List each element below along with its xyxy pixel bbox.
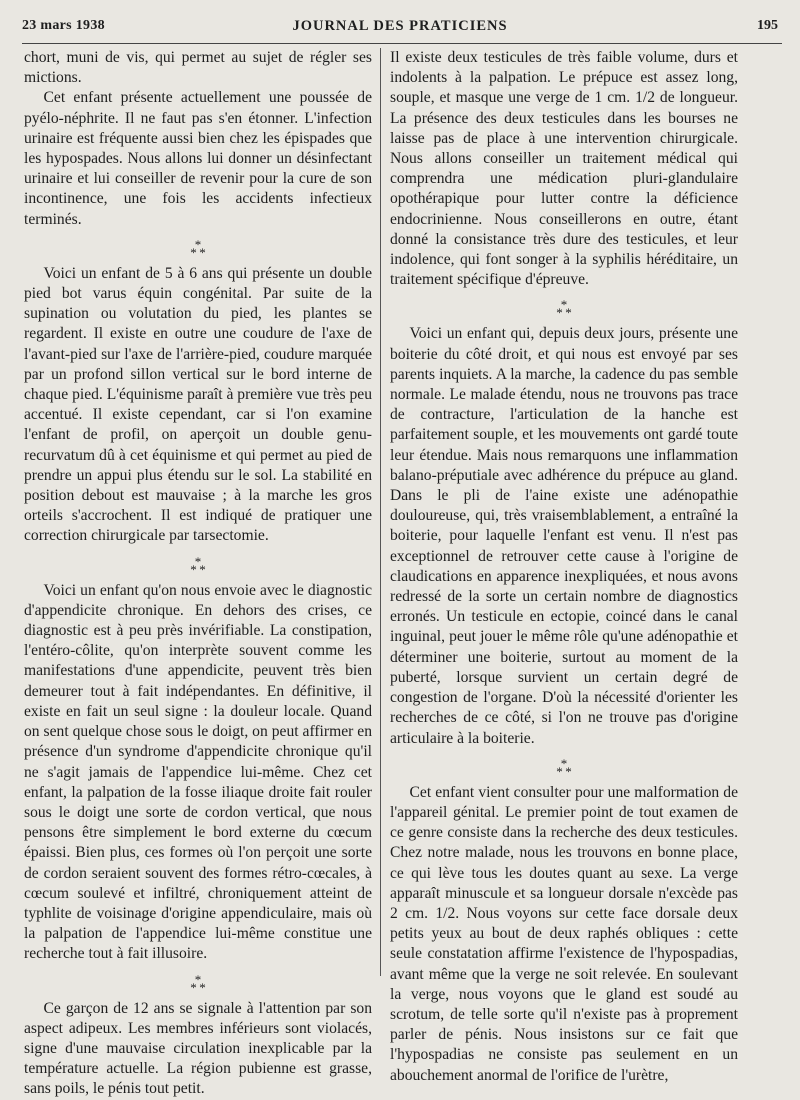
page-number: 195: [757, 18, 778, 33]
section-separator: [24, 547, 372, 581]
asterisk: *: [556, 305, 563, 321]
paragraph: Voici un enfant qu'on nous envoie avec le diagnostic d'appendicite chronique. En dehors des crises, ce diagnostic est à peu près invérifiable. La constipation, l'entéro-côlite, qu'on interprète souvent comme les manifestations d'une appendicite, peuvent très bien demeurer tout à fait indépendantes. En définitive, il existe en fait un seul signe : la douleur locale. Quand on sent quelque chose sous le doigt, on peut affirmer en présence d'un syndrome d'appendicite chronique qu'il ne s'agit jamais de l'appendice lui-même. Chez cet enfant, la palpation de la fosse iliaque droite fait rouler sous le doigt une sorte de cordon vertical, que nous pensons être simplement le bord externe du cœcum épaissi. Bien plus, ces formes où l'on perçoit une sorte de cordon seraient souvent des formes rétro-cœcales, à cœcum soulevé et infiltré, chroniquement atteint de typhlite de voisinage d'origine appendiculaire, mais où la palpation de l'appendice lui-même constitue une recherche tout à fait illusoire.: [24, 581, 372, 963]
paragraph: chort, muni de vis, qui permet au sujet de régler ses mictions.: [24, 49, 372, 87]
asterisk: *: [565, 305, 572, 321]
section-separator: [24, 230, 372, 264]
paragraph: Cet enfant présente actuellement une poussée de pyélo-néphrite. Il ne faut pas s'en étonner. L'infection urinaire est fréquente aussi bien chez les épispades que les hypospades. Nous allons lui donner un désinfectant urinaire et lui conseiller de revenir pour la cure de son incontinence, une fois les accidents infectieux terminés.: [24, 89, 372, 228]
header-rule: [22, 43, 782, 44]
asterisk: *: [190, 561, 197, 577]
asterisk: *: [199, 244, 206, 260]
page-header: [0, 18, 800, 42]
column-divider: [380, 48, 381, 976]
asterisk: *: [565, 763, 572, 779]
issue-date: 23 mars 1938: [22, 18, 105, 33]
section-separator: [24, 965, 372, 999]
asterisk: *: [194, 236, 202, 252]
section-separator: [390, 290, 738, 324]
asterisk: *: [560, 755, 568, 771]
asterisk: *: [556, 763, 563, 779]
paragraph: Voici un enfant de 5 à 6 ans qui présente un double pied bot varus équin congénital. Par suite de la supination ou volutation du pied, les plantes se regardent. Il existe en outre une coudure de l'axe de l'avant-pied sur l'axe de l'arrière-pied, coudure marquée par un profond sillon vertical sur le bord interne de chaque pied. L'équinisme paraît à première vue très peu accentué. Il existe cependant, car si l'on examine l'enfant de profil, on aperçoit un double genu-recurvatum dû à cet équinisme et qui permet au pied de prendre un appui plus étendu sur le sol. La stabilité en position debout est mauvaise ; à la marche les gros orteils s'accrochent. Il est indiqué de pratiquer une correction chirurgicale par tarsectomie.: [24, 264, 372, 545]
paragraph: Il existe deux testicules de très faible volume, durs et indolents à la palpation. Le prépuce est assez long, souple, et masque une verge de 1 cm. 1/2 de longueur. La présence des deux testicules dans les bourses ne laisse pas de place à une intervention chirurgicale. Nous allons conseiller un traitement médical qui comprendra une médication pluri-glandulaire opothérapique pour lutter contre la déficience endocrinienne. Nous conseillerons en outre, étant donné la consistance très dure des testicules, et leur indolence, qui font songer à la syphilis héréditaire, un traitement spécifique d'épreuve.: [390, 49, 738, 289]
asterisk: *: [190, 979, 197, 995]
asterisk: *: [190, 244, 197, 260]
paragraph: Voici un enfant qui, depuis deux jours, présente une boiterie du côté droit, et qui nous est envoyé par ses parents inquiets. A la marche, la cadence du pas semble normale. Le malade étendu, nous ne trouvons pas trace de contracture, l'articulation de la hanche est parfaitement souple, et les mouvements ont gardé toute leur étendue. Mais nous remarquons une inflammation balano-préputiale avec adhérence du prépuce au gland. Dans le pli de l'aine existe une adénopathie douloureuse, qui, très vraisemblablement, a entraîné la boiterie, pour laquelle l'enfant est venu. Il n'est pas exceptionnel de retrouver cette cause à l'origine de claudications en apparence inexpliquées, et nous avons redressé de la sorte un certain nombre de diagnostics erronés. Un testicule en ectopie, coincé dans le canal inguinal, peut jouer le même rôle qu'une adénopathie et déterminer une boiterie, surtout au moment de la puberté, lorsque survient un certain degré de congestion de l'organe. D'où la nécessité d'orienter les recherches de ce côté, si l'on ne trouve pas d'origine articulaire à la boiterie.: [390, 325, 738, 747]
journal-title: JOURNAL DES PRATICIENS: [292, 18, 508, 34]
right-column: [390, 48, 738, 1086]
paragraph: Ce garçon de 12 ans se signale à l'attention par son aspect adipeux. Les membres inférieurs sont violacés, signe d'une mauvaise circulation inexplicable par la température actuelle. La région pubienne est grasse, sans poils, le pénis tout petit.: [24, 999, 372, 1098]
asterisk: *: [560, 297, 568, 313]
paragraph: Cet enfant vient consulter pour une malformation de l'appareil génital. Le premier point de tout examen de ce genre consiste dans la recherche des deux testicules. Chez notre malade, nous les trouvons en bonne place, ce qui lève tous les doutes quant au sexe. La verge apparaît minuscule et sa longueur dorsale n'excède pas 2 cm. 1/2. Nous voyons sur cette face dorsale deux petits yeux au bout de deux raphés obliques : cette seule constatation affirme l'existence de l'hypospadias, avant même que la verge ne soit relevée. En soulevant la verge, nous voyons que le gland est soudé au scrotum, de telle sorte qu'il n'existe pas à proprement parler de pénis. Nous insistons sur ce fait que l'hypospadias ne consiste pas seulement en un abouchement anormal de l'orifice de l'urètre,: [390, 783, 738, 1084]
section-separator: [390, 749, 738, 783]
asterisk: *: [199, 979, 206, 995]
asterisk: *: [194, 553, 202, 569]
left-column: [24, 48, 372, 1100]
asterisk: *: [194, 971, 202, 987]
asterisk: *: [199, 561, 206, 577]
